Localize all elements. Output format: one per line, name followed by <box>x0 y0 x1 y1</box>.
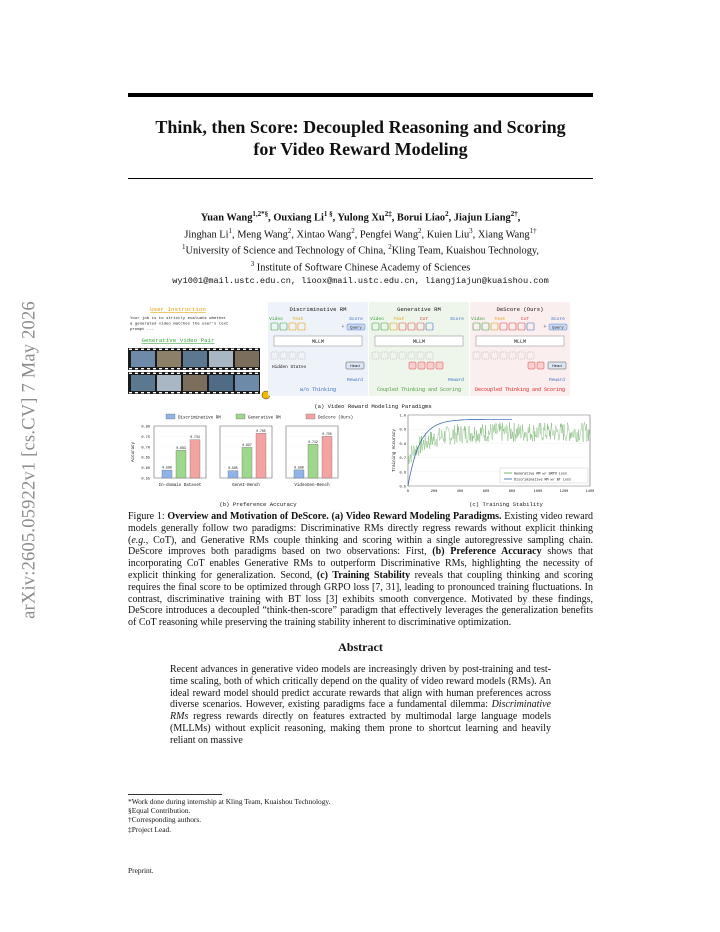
legend-label: Discriminative RM <box>178 416 221 421</box>
figure-1 <box>128 300 593 512</box>
film-perforation <box>219 349 222 350</box>
caption-b-text: shows that incorporating CoT enables Generative RMs to outperform Discriminative RMs, highlighting the necessity of explicit thinking for generalization. Second, <box>128 546 594 581</box>
film-perforation <box>255 368 258 369</box>
output-token <box>409 362 416 369</box>
film-perforation <box>225 349 228 350</box>
film-perforation <box>183 349 186 350</box>
token-label: CoT <box>520 317 530 322</box>
film-perforation <box>153 373 156 374</box>
user-instruction-text-1: Your job is to strictly evaluate whether <box>130 317 227 321</box>
caption-b: (b) Preference Accuracy <box>219 501 297 508</box>
y-tick-label: 0.65 <box>141 456 150 461</box>
film-perforation <box>207 373 210 374</box>
y-tick-label: 0.7 <box>399 457 406 462</box>
bar-value-label: 0.589 <box>294 465 304 470</box>
film-perforation <box>255 349 258 350</box>
video-frame <box>157 375 181 391</box>
y-tick-label: 0.9 <box>399 428 406 433</box>
film-perforation <box>135 392 138 393</box>
reward-label: Reward <box>347 378 363 383</box>
film-perforation <box>219 368 222 369</box>
bar <box>176 450 186 478</box>
film-perforation <box>165 368 168 369</box>
panel-title: Generative RM <box>397 306 441 313</box>
film-perforation <box>195 349 198 350</box>
x-tick-label: 400 <box>456 490 464 494</box>
film-perforation <box>177 392 180 393</box>
film-perforation <box>129 349 132 350</box>
film-perforation <box>207 368 210 369</box>
y-tick-label: 1.0 <box>399 414 406 419</box>
film-perforation <box>177 368 180 369</box>
footnote-4: ‡Project Lead. <box>128 824 172 834</box>
film-perforation <box>141 349 144 350</box>
film-perforation <box>147 392 150 393</box>
token-label: Video <box>269 317 283 322</box>
caption-b-title: (b) Preference Accuracy <box>432 546 542 558</box>
bar-value-label: 0.585 <box>228 466 238 471</box>
film-perforation <box>135 373 138 374</box>
video-frame <box>209 351 233 367</box>
film-perforation <box>195 373 198 374</box>
film-perforation <box>189 368 192 369</box>
legend-swatch <box>306 414 315 419</box>
video-frame <box>131 351 155 367</box>
film-perforation <box>243 392 246 393</box>
film-perforation <box>171 349 174 350</box>
film-perforation <box>231 368 234 369</box>
user-instruction-text-2: a generated video matches the user's text <box>130 322 229 327</box>
film-perforation <box>153 349 156 350</box>
author-line-2: Jinghan Li$^1$, Meng Wang$^2$, Xintao Wang$^2$, Pengfei Wang$^2$, Kuien Liu$^3$, Xiang Wang$^{1\dagger}$ <box>184 226 537 241</box>
y-tick-label: 0.80 <box>141 425 150 430</box>
film-perforation <box>129 368 132 369</box>
film-perforation <box>249 368 252 369</box>
x-tick-label: GenAI-Bench <box>232 484 260 488</box>
film-perforation <box>213 373 216 374</box>
y-tick-label: 0.6 <box>399 471 406 476</box>
video-frame <box>183 351 207 367</box>
film-perforation <box>207 349 210 350</box>
query-label: Query <box>350 326 362 331</box>
token-label: Score <box>450 317 464 322</box>
film-perforation <box>237 368 240 369</box>
x-tick-label: 800 <box>508 490 516 494</box>
film-perforation <box>177 349 180 350</box>
film-perforation <box>171 373 174 374</box>
film-perforation <box>243 349 246 350</box>
mllm-label: MLLM <box>412 339 426 345</box>
film-perforation <box>159 392 162 393</box>
caption-c-text: reveals that coupling thinking and scoring requires the final score to be optimized through GRPO loss [7, 31], leading to pronounced training fluctuations. In contrast, discriminative training with BT loss [3] exhibits smooth convergence. Motivated by these findings, DeScore introduces a decoupled “think-then-score” paradigm that effectively leverages the generalization benefits of CoT reasoning while preserving the training stability inherent to discriminative optimization. <box>128 569 593 629</box>
video-frame <box>157 351 181 367</box>
x-tick-label: 1000 <box>533 490 543 494</box>
film-perforation <box>165 349 168 350</box>
output-token <box>436 362 443 369</box>
video-frame <box>209 375 233 391</box>
mllm-label: MLLM <box>311 339 325 345</box>
film-perforation <box>255 392 258 393</box>
token-label: Text <box>494 317 506 322</box>
caption-a: (a) Video Reward Modeling Paradigms <box>314 403 432 410</box>
y-tick-label: 0.70 <box>141 446 150 451</box>
legend-swatch <box>166 414 175 419</box>
film-perforation <box>183 368 186 369</box>
film-perforation <box>207 392 210 393</box>
footnote-3: †Corresponding authors. <box>128 815 202 825</box>
bar <box>190 440 200 478</box>
caption-eg: e.g. <box>131 534 146 546</box>
film-perforation <box>159 368 162 369</box>
film-perforation <box>177 373 180 374</box>
film-perforation <box>159 349 162 350</box>
film-perforation <box>165 373 168 374</box>
film-perforation <box>183 392 186 393</box>
abstract-heading: Abstract <box>338 640 383 654</box>
film-perforation <box>141 373 144 374</box>
film-perforation <box>237 373 240 374</box>
paper-title <box>128 116 593 160</box>
hidden-states-label: Hidden States <box>272 365 307 370</box>
y-tick-label: 0.5 <box>399 485 406 490</box>
caption-a-text-1: Existing video reward models generally follow two paradigms: Discriminative RMs directly regress rewards without explicit thinking ( <box>128 511 594 546</box>
film-perforation <box>213 392 216 393</box>
footnote-2: §Equal Contribution. <box>128 806 191 816</box>
caption-overview: Overview and Motivation of DeScore. <box>167 511 329 522</box>
bar-value-label: 0.683 <box>176 445 186 450</box>
video-filmstrips <box>128 348 260 394</box>
film-perforation <box>141 392 144 393</box>
panel-footer: Coupled Thinking and Scoring <box>376 387 462 393</box>
y-axis-label: Accuracy <box>132 441 136 463</box>
abstract-text-2: regress rewards directly on features extracted by multimodal large language models (MLLMs) without explicit reasoning, making them prone to shortcut learning and heavily reliant on massive <box>170 711 552 746</box>
query-label: Query <box>552 326 564 331</box>
author-line-1: Yuan Wang$^{1,2*\S}$, Ouxiang $Li^{1 \S}$, Yulong $Xu^{2\ddagger}$, Borui Liao$^2$, Jiajun Liang$^{2\dagger}$, <box>200 210 521 224</box>
film-perforation <box>153 368 156 369</box>
reward-label: Reward <box>549 378 565 383</box>
legend-label: Discriminative RM w/ BT Loss <box>514 478 571 483</box>
legend-label: Generative RM w/ GRPO Loss <box>514 472 567 477</box>
x-tick-label: 1200 <box>559 490 569 494</box>
film-perforation <box>195 392 198 393</box>
panel-title: Discriminative RM <box>289 306 347 313</box>
output-token <box>537 362 544 369</box>
bar-value-label: 0.750 <box>322 431 332 436</box>
film-perforation <box>219 373 222 374</box>
author-block <box>128 208 593 287</box>
video-frame <box>183 375 207 391</box>
user-instruction-title: User Instruction <box>150 306 206 313</box>
x-tick-label: 0 <box>406 490 410 494</box>
film-perforation <box>231 392 234 393</box>
film-perforation <box>231 349 234 350</box>
title-rule-bottom <box>128 178 593 179</box>
panel-footer: Decoupled Thinking and Scoring <box>474 387 566 393</box>
y-tick-label: 0.8 <box>399 442 406 447</box>
bar <box>162 470 172 478</box>
bar <box>308 444 318 478</box>
film-perforation <box>159 373 162 374</box>
token-label: Text <box>292 317 304 322</box>
film-perforation <box>213 368 216 369</box>
film-perforation <box>249 349 252 350</box>
bar <box>228 471 238 478</box>
film-perforation <box>237 349 240 350</box>
film-perforation <box>147 349 150 350</box>
film-perforation <box>231 373 234 374</box>
film-perforation <box>225 392 228 393</box>
arxiv-identifier: arXiv:2605.05922v1 [cs.CV] 7 May 2026 <box>19 301 40 619</box>
film-perforation <box>129 373 132 374</box>
video-pair-title: Generative Video Pair <box>141 337 215 344</box>
bar-value-label: 0.697 <box>242 442 252 447</box>
video-frame <box>235 375 259 391</box>
y-tick-label: 0.55 <box>141 477 150 482</box>
video-frame <box>235 351 259 367</box>
user-instruction-text-3: prompt ... <box>130 328 155 332</box>
film-perforation <box>129 392 132 393</box>
y-tick-label: 0.60 <box>141 467 150 472</box>
legend-label: Generative RM <box>248 416 281 421</box>
x-tick-label: In-domain Dataset <box>158 484 202 488</box>
footnotes <box>128 797 593 834</box>
token-label: Score <box>349 317 363 322</box>
training-stability-chart <box>392 415 594 495</box>
film-perforation <box>141 368 144 369</box>
film-perforation <box>195 368 198 369</box>
film-perforation <box>165 392 168 393</box>
head-label: Head <box>350 365 360 369</box>
x-tick-label: 600 <box>482 490 490 494</box>
affiliation-line-2: $^3$ Institute of Software Chinese Academy of Sciences <box>250 260 471 274</box>
y-axis-label: Training Accuracy <box>393 429 397 472</box>
caption-c: (c) Training Stability <box>469 501 543 508</box>
film-perforation <box>147 368 150 369</box>
film-perforation <box>201 368 204 369</box>
bar <box>322 436 332 478</box>
bar <box>242 447 252 478</box>
film-perforation <box>183 373 186 374</box>
film-perforation <box>225 373 228 374</box>
video-frame <box>131 375 155 391</box>
film-perforation <box>243 368 246 369</box>
film-perforation <box>249 373 252 374</box>
x-tick-label: 200 <box>430 490 438 494</box>
arxiv-sidebar <box>8 250 52 670</box>
caption-a-title: (a) Video Reward Modeling Paradigms. <box>331 511 502 522</box>
film-perforation <box>213 349 216 350</box>
film-perforation <box>249 392 252 393</box>
film-perforation <box>189 373 192 374</box>
token-label: Score <box>551 317 565 322</box>
figure-caption <box>128 511 593 629</box>
x-tick-label: VideoGen-Bench <box>294 484 330 488</box>
y-tick-label: 0.75 <box>141 435 150 440</box>
paradigm-panels <box>268 302 570 396</box>
output-token <box>427 362 434 369</box>
token-label: Video <box>370 317 384 322</box>
x-tick-label: 1400 <box>585 490 595 494</box>
panel-title: DeScore (Ours) <box>496 306 544 313</box>
legend-label: DeScore (Ours) <box>318 416 354 421</box>
token-label: Text <box>393 317 405 322</box>
caption-c-title: (c) Training Stability <box>316 569 411 581</box>
token-label: Video <box>471 317 485 322</box>
film-perforation <box>255 373 258 374</box>
film-perforation <box>225 368 228 369</box>
caption-label: Figure 1: <box>128 511 165 522</box>
bar-value-label: 0.712 <box>308 439 318 444</box>
mllm-label: MLLM <box>513 339 527 345</box>
bar-value-label: 0.765 <box>256 428 266 433</box>
abstract-text-1: Recent advances in generative video models are increasingly driven by post-training and test-time scaling, both of which critically depend on the quality of video reward models (RMs). An ideal reward model should predict accurate rewards that align with human preferences across diverse scenarios. However, existing paradigms face a fundamental dilemma: <box>170 664 551 711</box>
film-perforation <box>189 349 192 350</box>
preprint-label: Preprint. <box>128 866 154 875</box>
token-label: CoT <box>419 317 429 322</box>
film-perforation <box>189 392 192 393</box>
abstract-emphasis: Discriminative RMs <box>170 699 551 723</box>
output-token <box>418 362 425 369</box>
title-line-2: for Video Reward Modeling <box>253 139 468 159</box>
plus-sign: + <box>543 324 547 331</box>
film-perforation <box>201 373 204 374</box>
author-emails: wy1001@mail.ustc.edu.cn, lioox@mail.ustc.edu.cn, liangjiajun@kuaishou.com <box>172 275 549 286</box>
bar <box>294 470 304 478</box>
film-perforation <box>171 368 174 369</box>
reward-label: Reward <box>448 378 464 383</box>
film-perforation <box>237 392 240 393</box>
film-perforation <box>201 392 204 393</box>
caption-a-text-2: , CoT), and Generative RMs couple thinking and scoring within a single autoregressive sampling chain. DeScore improves both paradigms based on two observations: First, <box>128 534 593 558</box>
film-perforation <box>135 368 138 369</box>
abstract-body <box>170 664 551 747</box>
legend-swatch <box>236 414 245 419</box>
footnote-1: *Work done during internship at Kling Team, Kuaishou Technology. <box>128 797 331 806</box>
film-perforation <box>243 373 246 374</box>
film-perforation <box>201 349 204 350</box>
footnote-rule <box>128 794 222 795</box>
film-perforation <box>147 373 150 374</box>
plus-sign: + <box>341 324 345 331</box>
panel-footer: w/o Thinking <box>299 387 337 393</box>
film-perforation <box>171 392 174 393</box>
bar-value-label: 0.734 <box>190 435 200 440</box>
title-rule-top <box>128 93 593 97</box>
output-token <box>528 362 535 369</box>
preference-accuracy-chart <box>132 414 353 488</box>
title-line-1: Think, then Score: Decoupled Reasoning and Scoring <box>155 117 566 137</box>
affiliation-line-1: $^1$University of Science and Technology of China, $^2$Kling Team, Kuaishou Technology, <box>181 243 540 257</box>
head-label: Head <box>552 365 562 369</box>
bar-value-label: 0.588 <box>162 465 172 470</box>
film-perforation <box>135 349 138 350</box>
film-perforation <box>153 392 156 393</box>
bar <box>256 433 266 478</box>
film-perforation <box>219 392 222 393</box>
